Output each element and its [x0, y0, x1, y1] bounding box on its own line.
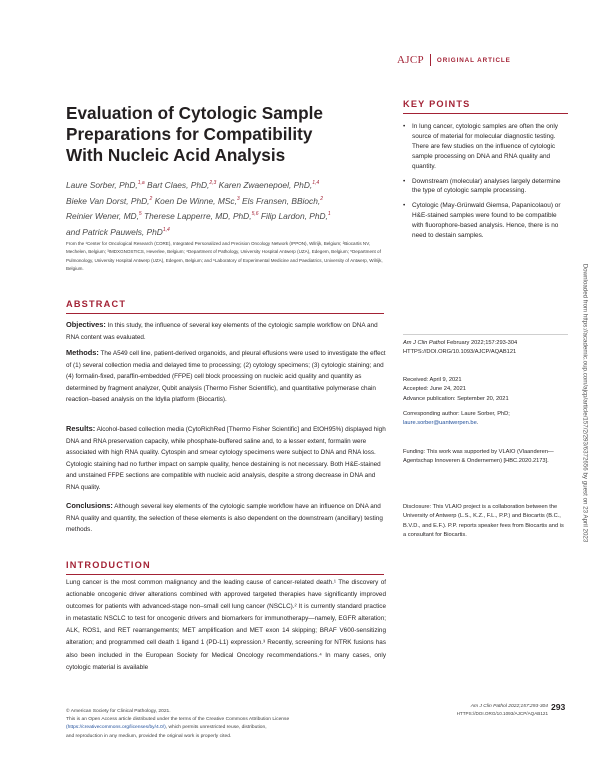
- article-doi[interactable]: HTTPS://DOI.ORG/10.1093/AJCP/AQAB121: [403, 349, 517, 356]
- citation-info: [403, 339, 568, 358]
- received-date: Received: April 9, 2021: [403, 377, 462, 383]
- key-points-heading: KEY POINTS: [403, 99, 471, 109]
- author: Bart Claes, PhD,$^{2,3}$: [146, 179, 217, 190]
- conclusions-label: Conclusions:: [66, 501, 113, 510]
- introduction-heading: INTRODUCTION: [66, 560, 151, 570]
- funding-statement: Funding: This work was supported by VLAIO (Vlaanderen—Agentschap Innoveren & Ondernemen) [HBC.2020.2173].: [403, 449, 554, 465]
- footer-doi: HTTPS://DOI.ORG/10.1093/AJCP/AQAB121: [456, 711, 548, 716]
- author-list: [66, 177, 376, 240]
- abstract-conclusions: [66, 500, 386, 536]
- download-watermark: [580, 213, 590, 593]
- footer-citation: [393, 704, 548, 716]
- key-points-divider: [403, 113, 568, 114]
- author: Els Fransen, BBioch,$^2$: [242, 195, 324, 206]
- author: Reinier Wener, MD,$^5$: [66, 211, 142, 222]
- objectives-label: Objectives:: [66, 320, 106, 329]
- key-point: • Downstream (molecular) analyses largely determine the type of cytologic sample processing.: [403, 177, 568, 197]
- author: Filip Lardon, PhD,$^1$: [260, 211, 331, 222]
- key-points-end-divider: [403, 334, 568, 335]
- objectives-text: In this study, the influence of several key elements of the cytologic sample workflow on DNA and RNA content was evaluated.: [66, 322, 378, 341]
- results-label: Results:: [66, 424, 96, 433]
- accepted-date: Accepted: June 24, 2021: [403, 386, 466, 393]
- results-text: Alcohol-based collection media (CytoRichRed [Thermo Fisher Scientific] and EtOH95%) displayed high DNA and RNA preservation capacity, while phosphate-buffered saline and, to a lesser extent, formalin were associated with high RNA quality. Cytospin and smear cytology specimens were subject to DNA and RNA loss. Cytologic staining had no further impact on sample quality, hence destaining is not necessary. Both H&E-stained and unstained FFPE sections are compatible with nucleic acid analysis, despite a strong decrease in DNA and RNA quality.: [66, 426, 386, 491]
- introduction-paragraph: Lung cancer is the most common malignancy and the leading cause of cancer-related death.¹ The discovery of actionable oncogenic driver alterations combined with approved targeted therapies have significantly improved outcomes for patients with advanced-stage non–small cell lung cancer (NSCLC).² It is currently standard practice in metastatic NSCLC to test for oncogenic drivers and biomarkers for immunotherapy—namely, EGFR alteration; ALK, ROS1, and RET rearrangements; MET amplification and MET exon 14 skipping; BRAF V600-sensitizing alteration; and programmed cell death 1 ligand 1 (PD-L1) expression.³ Recently, screening for NTRK fusions has also been included in the European Society for Medical Oncology recommendations.⁴ In many cases, only cytologic material is available: [66, 579, 386, 671]
- page-number: 293: [551, 702, 566, 712]
- footer-license: [66, 708, 376, 741]
- citation-volume: February 2022;157:293-304: [446, 340, 518, 346]
- key-points-list: [403, 122, 568, 246]
- author: Karen Zwaenepoel, PhD,$^{1,4}$: [218, 179, 320, 190]
- copyright-line: © American Society for Clinical Pathology, 2021.: [66, 709, 171, 714]
- corresponding-author-name: Corresponding author: Laure Sorber, PhD;: [403, 411, 510, 417]
- license-line: (https://creativecommons.org/licenses/by/4.0/), which permits unrestricted reuse, distribution,: [66, 725, 267, 731]
- abstract-divider: [66, 313, 384, 314]
- download-watermark-text: Downloaded from https://academic.oup.com/ajcp/article/157/2/293/6372656 by guest on 23 April 2023: [581, 263, 589, 543]
- email-link[interactable]: laure.sorber@uantwerpen.be: [403, 420, 477, 427]
- license-line: This is an Open Access article distributed under the terms of the Creative Commons Attribution License: [66, 717, 290, 723]
- author: Koen De Winne, MSc,$^3$: [154, 195, 240, 206]
- publication-dates: [403, 376, 568, 404]
- author: Bieke Van Dorst, PhD,$^2$: [66, 195, 153, 206]
- methods-label: Methods:: [66, 348, 99, 357]
- key-point: • In lung cancer, cytologic samples are often the only source of material for molecular diagnostic testing. There are few studies on the influence of cytologic sample processing on DNA and RNA quality and quantity.: [403, 122, 568, 172]
- abstract-heading: ABSTRACT: [66, 299, 127, 309]
- author: Therese Lapperre, MD, PhD,$^{5,6}$: [144, 211, 259, 222]
- disclosure-statement: Disclosure: This VLAIO project is a collaboration between the University of Antwerp (L.S., K.Z., F.L., P.P.) and Biocartis (B.C., B.V.D., and E.F.). P.P. reports speaker fees from Biocartis and is a consultant for Biocartis.: [403, 504, 564, 538]
- header-divider: [430, 54, 431, 66]
- journal-header: [397, 50, 565, 70]
- advance-date: Advance publication: September 20, 2021: [403, 395, 509, 402]
- author: and Patrick Pauwels, PhD$^{1,4}$: [66, 226, 170, 237]
- key-point: • Cytologic (May-Grünwald Giemsa, Papanicolaou) or H&E-stained samples were found to be compatible with fluorophore-based analysis. Hence, there is no need to destain samples.: [403, 201, 568, 241]
- footer-journal-cite: Am J Clin Pathol 2022;157:293-304: [470, 704, 548, 709]
- license-line: and reproduction in any medium, provided the original work is properly cited.: [66, 733, 232, 739]
- affiliations: From the ¹Center for Oncological Research (CORE), Integrated Personalized and Precision Oncology Network (IPPON), Wilrijk, Belgium; ²Biocartis NV, Mechelen, Belgium; ³IMDXGNOSTICS, Heverlee, Belgium; ⁴Department of Pathology, University Hospital Antwerp (UZA), Edegem, Belgium; ⁵Department of Pulmonology, University Hospital Antwerp (UZA), Edegem, Belgium; and ⁶Laboratory of Experimental Medicine and Paediatrics, University of Antwerp, Wilrijk, Belgium.: [66, 241, 383, 271]
- abstract-objectives: [66, 319, 386, 343]
- title-line: Evaluation of Cytologic Sample: [66, 103, 323, 123]
- methods-text: The A549 cell line, patient-derived organoids, and pleural effusions were used to investigate the effect of (1) several collection media and delayed time to processing; (2) cytology specimens; (3) cytologic staining; and (4) formalin-fixed, paraffin-embedded (FFPE) cell block processing on nucleic acid quality and quantity as determined by fragment analyzer, Qubit analysis (Thermo Fisher Scientific), and quantitative polymerase chain reaction–based analysis on the Idylla platform (Biocartis).: [66, 350, 386, 403]
- introduction-divider: [66, 574, 384, 575]
- journal-citation: Am J Clin Pathol: [403, 340, 446, 346]
- license-link[interactable]: (https://creativecommons.org/licenses/by/4.0/): [66, 725, 166, 731]
- article-type-label: ORIGINAL ARTICLE: [436, 56, 511, 64]
- title-line: With Nucleic Acid Analysis: [66, 145, 286, 165]
- author: Laure Sorber, PhD,$^{1,a}$: [66, 179, 145, 190]
- abstract-methods: [66, 347, 386, 406]
- conclusions-text: Although several key elements of the cytologic sample workflow have an influence on DNA and RNA quality and quantity, the selection of these elements is also dependent on the downstream (ancillary) testing methods.: [66, 503, 383, 533]
- abstract-results: [66, 423, 386, 493]
- article-title: [66, 103, 366, 166]
- corresponding-author: Corresponding author: Laure Sorber, PhD; laure.sorber@uantwerpen.be.: [403, 411, 510, 427]
- title-line: Preparations for Compatibility: [66, 124, 313, 144]
- journal-logo: AJCP: [397, 54, 424, 66]
